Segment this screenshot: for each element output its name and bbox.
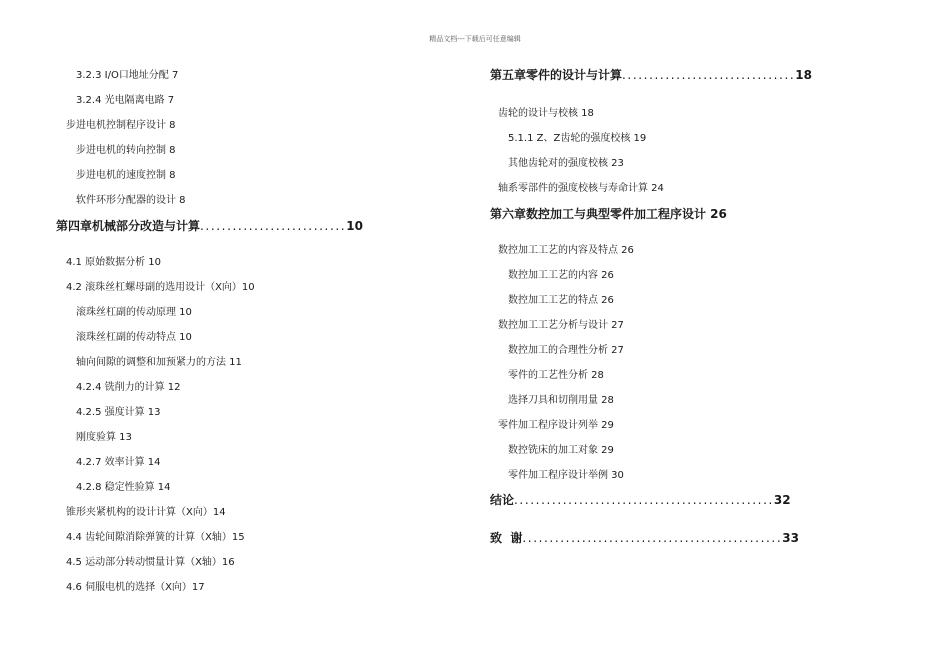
toc-entry[interactable]: 4.2.5 强度计算 13 bbox=[76, 407, 161, 418]
toc-entry[interactable]: 4.1 原始数据分析 10 bbox=[66, 257, 161, 268]
toc-entry[interactable]: 零件的工艺性分析 28 bbox=[508, 370, 604, 381]
toc-chapter-6[interactable]: 第六章数控加工与典型零件加工程序设计 26 bbox=[490, 207, 727, 221]
toc-entry[interactable]: 滚珠丝杠副的传动原理 10 bbox=[76, 307, 192, 318]
toc-entry[interactable]: 4.4 齿轮间隙消除弹簧的计算（X轴）15 bbox=[66, 532, 245, 543]
toc-entry[interactable]: 轴向间隙的调整和加预紧力的方法 11 bbox=[76, 357, 242, 368]
toc-entry[interactable]: 软件环形分配器的设计 8 bbox=[76, 195, 186, 206]
toc-entry[interactable]: 步进电机控制程序设计 8 bbox=[66, 120, 176, 131]
toc-entry[interactable]: 数控加工工艺的特点 26 bbox=[508, 295, 614, 306]
toc-entry[interactable]: 4.2.8 稳定性验算 14 bbox=[76, 482, 171, 493]
toc-entry[interactable]: 锥形夹紧机构的设计计算（X向）14 bbox=[66, 507, 226, 518]
toc-chapter-5[interactable] bbox=[490, 68, 812, 82]
toc-entry[interactable]: 刚度验算 13 bbox=[76, 432, 132, 443]
leader-dots: ................................................ bbox=[522, 531, 783, 545]
chapter-title: 结论 bbox=[490, 493, 515, 507]
page-number: 18 bbox=[795, 68, 812, 82]
toc-entry[interactable]: 3.2.4 光电隔离电路 7 bbox=[76, 95, 175, 106]
toc-entry[interactable]: 步进电机的转向控制 8 bbox=[76, 145, 176, 156]
toc-entry[interactable]: 数控加工工艺的内容及特点 26 bbox=[498, 245, 634, 256]
toc-entry[interactable]: 零件加工程序设计举例 30 bbox=[508, 470, 624, 481]
toc-entry[interactable]: 3.2.3 I/O口地址分配 7 bbox=[76, 70, 179, 81]
toc-chapter-4[interactable] bbox=[56, 219, 363, 233]
toc-entry[interactable]: 步进电机的速度控制 8 bbox=[76, 170, 176, 181]
chapter-title: 第四章机械部分改造与计算 bbox=[56, 219, 201, 233]
chapter-title: 第五章零件的设计与计算 bbox=[490, 68, 623, 82]
toc-entry[interactable]: 数控加工的合理性分析 27 bbox=[508, 345, 624, 356]
toc-entry[interactable]: 5.1.1 Z、Z齿轮的强度校核 19 bbox=[508, 133, 647, 144]
toc-entry[interactable]: 4.2.7 效率计算 14 bbox=[76, 457, 161, 468]
toc-entry[interactable]: 数控加工工艺分析与设计 27 bbox=[498, 320, 624, 331]
toc-entry[interactable]: 选择刀具和切削用量 28 bbox=[508, 395, 614, 406]
toc-entry[interactable]: 滚珠丝杠副的传动特点 10 bbox=[76, 332, 192, 343]
leader-dots: ................................ bbox=[622, 68, 796, 82]
toc-entry[interactable]: 数控铣床的加工对象 29 bbox=[508, 445, 614, 456]
leader-dots: ................................................ bbox=[514, 493, 774, 507]
toc-entry[interactable]: 零件加工程序设计列举 29 bbox=[498, 420, 614, 431]
chapter-title: 致 谢 bbox=[490, 531, 523, 545]
toc-entry[interactable]: 数控加工工艺的内容 26 bbox=[508, 270, 614, 281]
toc-conclusion[interactable] bbox=[490, 493, 791, 507]
page-header: 精品文档---下载后可任意编辑 bbox=[429, 35, 521, 43]
leader-dots: ........................... bbox=[200, 219, 347, 233]
toc-entry[interactable]: 齿轮的设计与校核 18 bbox=[498, 108, 594, 119]
toc-acknowledgements[interactable] bbox=[490, 531, 799, 545]
toc-entry[interactable]: 4.2 滚珠丝杠螺母副的选用设计（X向）10 bbox=[66, 282, 255, 293]
toc-entry[interactable]: 其他齿轮对的强度校核 23 bbox=[508, 158, 624, 169]
page-number: 32 bbox=[773, 493, 791, 507]
toc-entry[interactable]: 4.2.4 铣削力的计算 12 bbox=[76, 382, 181, 393]
toc-entry[interactable]: 4.5 运动部分转动惯量计算（X轴）16 bbox=[66, 557, 235, 568]
toc-entry[interactable]: 4.6 伺服电机的选择（X向）17 bbox=[66, 582, 205, 593]
page-number: 10 bbox=[346, 219, 363, 233]
page-number: 33 bbox=[782, 531, 799, 545]
toc-entry[interactable]: 轴系零部件的强度校核与寿命计算 24 bbox=[498, 183, 664, 194]
